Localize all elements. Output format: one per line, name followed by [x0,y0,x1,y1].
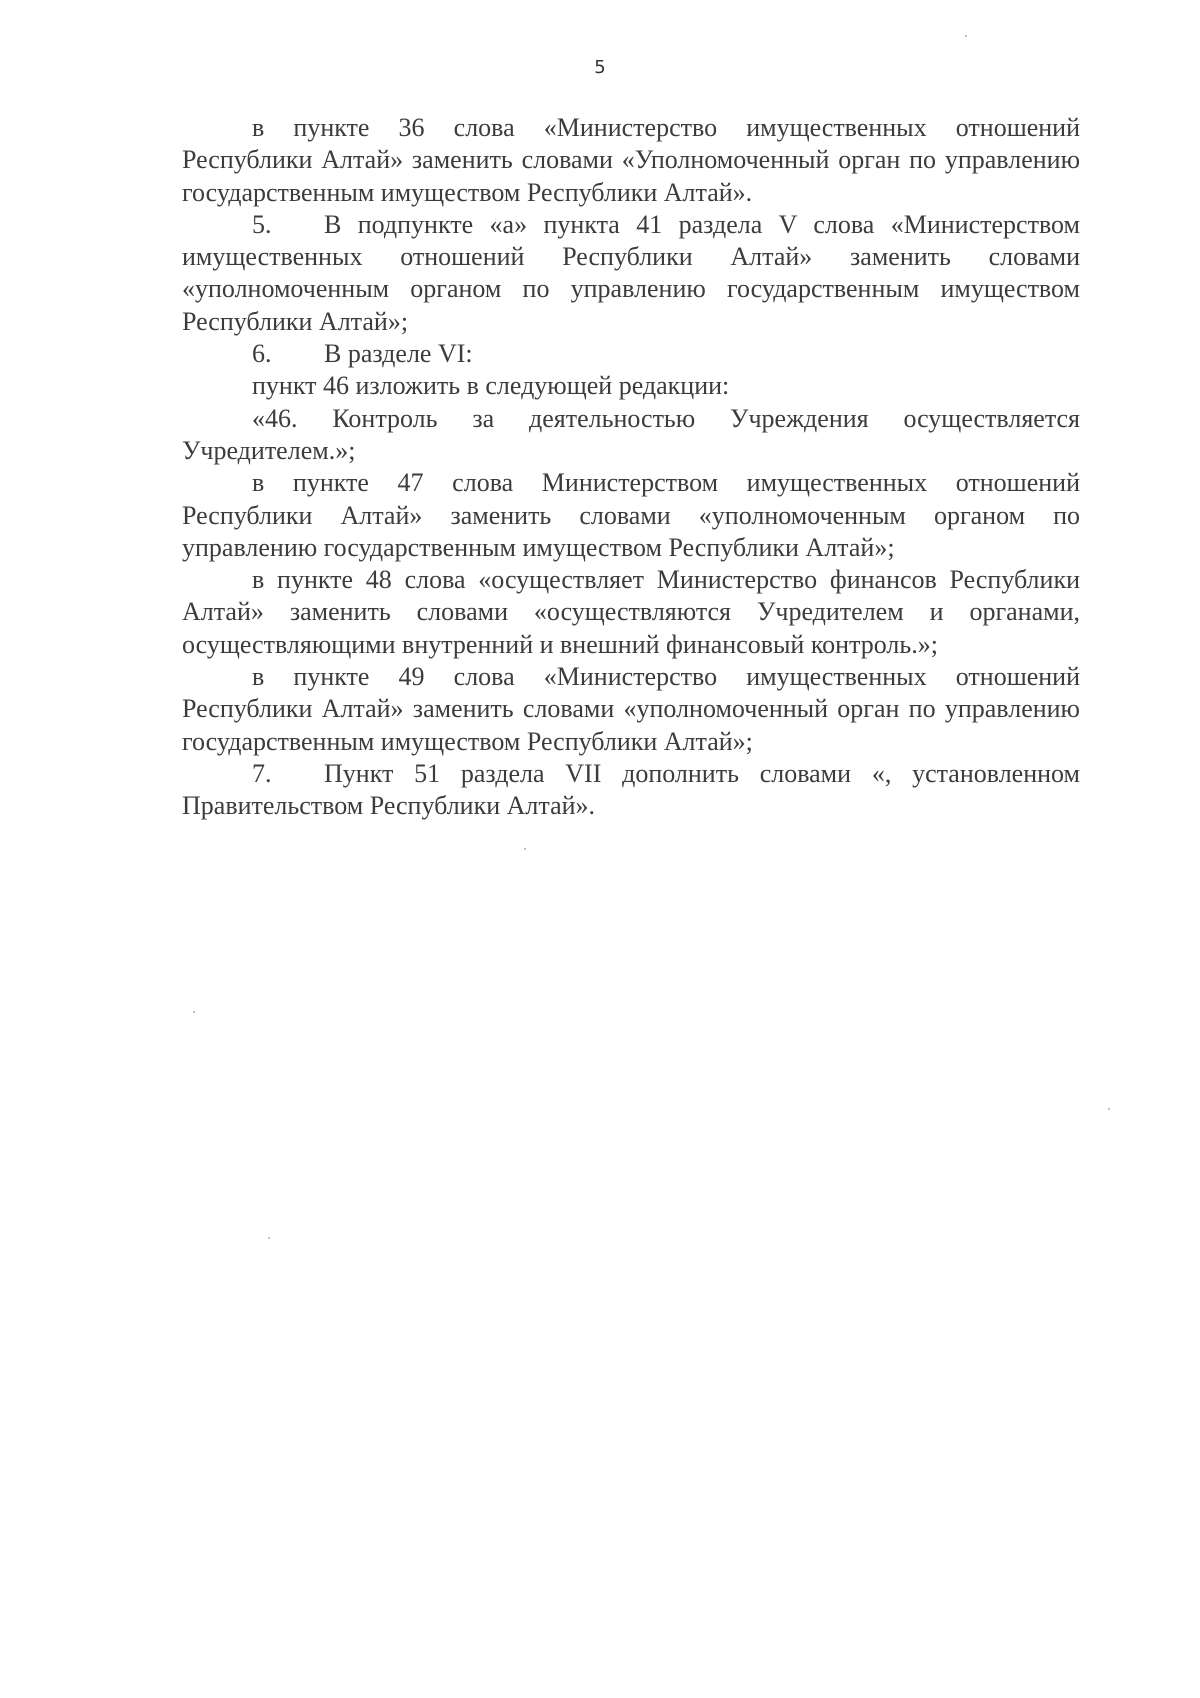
paragraph-text: В разделе VI: [324,339,473,369]
paragraph-text: в пункте 36 слова «Министерство имущественных отношений Республики Алтай» заменить словами «Уполномоченный орган по управлению государственным имуществом Республики Алтай». [182,113,1080,207]
paragraph-text: в пункте 47 слова Министерством имущественных отношений Республики Алтай» заменить словами «уполномоченным органом по управлению государственным имуществом Республики Алтай»; [182,468,1080,562]
paragraph-item-49 [182,661,1080,758]
paragraph-number: 7. [252,758,272,788]
paragraph-6 [182,338,1080,370]
paragraph-item-36 [182,112,1080,209]
scan-speck [524,848,526,850]
paragraph-text: «46. Контроль за деятельностью Учреждения осуществляется Учредителем.»; [182,403,1080,465]
scan-speck [1108,1108,1110,1110]
paragraph-7 [182,758,1080,823]
scan-speck [965,35,967,37]
paragraph-text: в пункте 49 слова «Министерство имущественных отношений Республики Алтай» заменить словами «уполномоченный орган по управлению государственным имуществом Республики Алтай»; [182,662,1080,756]
paragraph-text: Пункт 51 раздела VII дополнить словами «, установленном Правительством Республики Алтай». [182,758,1080,821]
paragraph-item-48 [182,564,1080,661]
paragraph-item-47 [182,467,1080,564]
scan-speck [193,1011,195,1013]
scan-speck [268,1237,270,1239]
page-number: 5 [594,57,606,78]
paragraph-item-46-text [182,403,1080,468]
paragraph-number: 5. [252,209,272,239]
document-body [182,112,1080,823]
paragraph-text: пункт 46 изложить в следующей редакции: [252,371,730,401]
paragraph-text: В подпункте «а» пункта 41 раздела V слова «Министерством имущественных отношений Республики Алтай» заменить словами «уполномоченным органом по управлению государственным имуществом Республики Алтай»; [182,209,1080,336]
paragraph-item-46-intro [182,370,1080,402]
paragraph-text: в пункте 48 слова «осуществляет Министерство финансов Республики Алтай» заменить словами «осуществляются Учредителем и органами, осуществляющими внутренний и внешний финансовый контроль.»; [182,565,1080,659]
paragraph-number: 6. [252,339,272,369]
paragraph-5 [182,209,1080,338]
